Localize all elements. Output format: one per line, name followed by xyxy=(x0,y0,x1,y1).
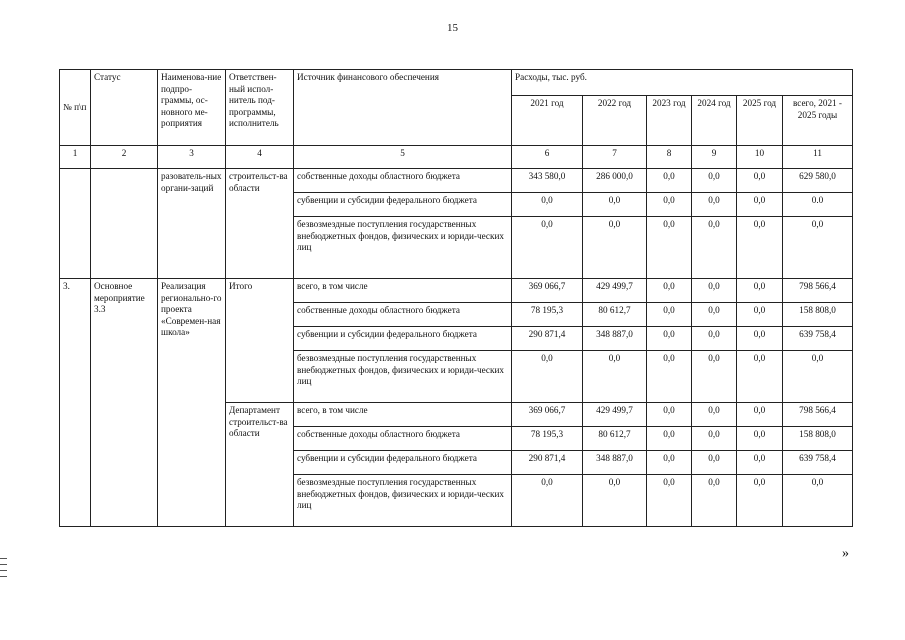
value-cell: 0,0 xyxy=(737,427,783,451)
value-cell: 0,0 xyxy=(647,193,692,217)
value-cell: 429 499,7 xyxy=(583,403,647,427)
column-index: 10 xyxy=(737,146,783,169)
value-cell: 0.0 xyxy=(783,193,853,217)
value-cell: 290 871,4 xyxy=(512,451,583,475)
value-cell: 0,0 xyxy=(783,217,853,279)
value-cell: 80 612,7 xyxy=(583,427,647,451)
source-cell: собственные доходы областного бюджета xyxy=(294,303,512,327)
column-index: 9 xyxy=(692,146,737,169)
value-cell: 639 758,4 xyxy=(783,327,853,351)
value-cell: 0,0 xyxy=(737,475,783,527)
value-cell: 0,0 xyxy=(647,351,692,403)
column-index: 4 xyxy=(226,146,294,169)
value-cell: 0,0 xyxy=(737,327,783,351)
value-cell: 0,0 xyxy=(737,403,783,427)
header-name: Наименова-ние подпро-граммы, ос-новного ме-роприятия xyxy=(158,70,226,146)
num-cell xyxy=(60,169,91,279)
value-cell: 0,0 xyxy=(692,217,737,279)
source-cell: субвенции и субсидии федерального бюджета xyxy=(294,451,512,475)
header-2022: 2022 год xyxy=(583,96,647,146)
column-index: 11 xyxy=(783,146,853,169)
value-cell: 0,0 xyxy=(692,475,737,527)
status-cell xyxy=(91,169,158,279)
value-cell: 0,0 xyxy=(512,351,583,403)
value-cell: 0,0 xyxy=(583,193,647,217)
value-cell: 0,0 xyxy=(692,193,737,217)
value-cell: 348 887,0 xyxy=(583,451,647,475)
value-cell: 0,0 xyxy=(692,403,737,427)
value-cell: 0,0 xyxy=(583,217,647,279)
source-cell: собственные доходы областного бюджета xyxy=(294,427,512,451)
value-cell: 0,0 xyxy=(737,351,783,403)
value-cell: 0,0 xyxy=(647,427,692,451)
value-cell: 0,0 xyxy=(583,475,647,527)
header-source: Источник финансового обеспечения xyxy=(294,70,512,146)
value-cell: 343 580,0 xyxy=(512,169,583,193)
column-index-row xyxy=(60,146,853,169)
header-2023: 2023 год xyxy=(647,96,692,146)
financing-table xyxy=(59,69,853,527)
header-status: Статус xyxy=(91,70,158,146)
value-cell: 0,0 xyxy=(512,475,583,527)
value-cell: 0,0 xyxy=(783,475,853,527)
column-index: 3 xyxy=(158,146,226,169)
value-cell: 629 580,0 xyxy=(783,169,853,193)
value-cell: 0,0 xyxy=(647,279,692,303)
source-cell: субвенции и субсидии федерального бюджета xyxy=(294,193,512,217)
value-cell: 0,0 xyxy=(692,327,737,351)
source-cell: безвозмездные поступления государственных внебюджетных фондов, физических и юриди-ческих лиц xyxy=(294,475,512,527)
value-cell: 158 808,0 xyxy=(783,303,853,327)
value-cell: 0,0 xyxy=(583,351,647,403)
value-cell: 0,0 xyxy=(692,169,737,193)
value-cell: 290 871,4 xyxy=(512,327,583,351)
value-cell: 0,0 xyxy=(647,475,692,527)
column-index: 6 xyxy=(512,146,583,169)
value-cell: 348 887,0 xyxy=(583,327,647,351)
value-cell: 0,0 xyxy=(647,327,692,351)
value-cell: 0,0 xyxy=(647,169,692,193)
header-total: всего, 2021 - 2025 годы xyxy=(783,96,853,146)
source-cell: всего, в том числе xyxy=(294,403,512,427)
value-cell: 0,0 xyxy=(783,351,853,403)
status-cell: Основное мероприятие 3.3 xyxy=(91,279,158,527)
value-cell: 0,0 xyxy=(692,303,737,327)
header-responsible: Ответствен-ный испол-нитель под-программы, исполнитель xyxy=(226,70,294,146)
source-cell: безвозмездные поступления государственных внебюджетных фондов, физических и юриди-ческих лиц xyxy=(294,217,512,279)
header-expenses: Расходы, тыс. руб. xyxy=(512,70,853,96)
num-cell: 3. xyxy=(60,279,91,527)
column-index: 7 xyxy=(583,146,647,169)
header-2021: 2021 год xyxy=(512,96,583,146)
responsible-cell: Департамент строительст-ва области xyxy=(226,403,294,527)
value-cell: 0,0 xyxy=(512,193,583,217)
value-cell: 798 566,4 xyxy=(783,279,853,303)
value-cell: 0,0 xyxy=(737,169,783,193)
name-cell: Реализация регионально-го проекта «Современ-ная школа» xyxy=(158,279,226,527)
header-2024: 2024 год xyxy=(692,96,737,146)
value-cell: 369 066,7 xyxy=(512,403,583,427)
column-index: 5 xyxy=(294,146,512,169)
table-row xyxy=(60,169,853,193)
value-cell: 80 612,7 xyxy=(583,303,647,327)
value-cell: 0,0 xyxy=(692,279,737,303)
value-cell: 78 195,3 xyxy=(512,427,583,451)
value-cell: 78 195,3 xyxy=(512,303,583,327)
header-2025: 2025 год xyxy=(737,96,783,146)
value-cell: 0,0 xyxy=(737,303,783,327)
value-cell: 639 758,4 xyxy=(783,451,853,475)
value-cell: 0,0 xyxy=(692,451,737,475)
column-index: 1 xyxy=(60,146,91,169)
column-index: 8 xyxy=(647,146,692,169)
value-cell: 429 499,7 xyxy=(583,279,647,303)
value-cell: 0,0 xyxy=(647,451,692,475)
source-cell: безвозмездные поступления государственных внебюджетных фондов, физических и юриди-ческих лиц xyxy=(294,351,512,403)
value-cell: 0,0 xyxy=(647,217,692,279)
value-cell: 0,0 xyxy=(737,451,783,475)
value-cell: 0,0 xyxy=(647,403,692,427)
value-cell: 798 566,4 xyxy=(783,403,853,427)
value-cell: 158 808,0 xyxy=(783,427,853,451)
name-cell: разователь-ных органи-заций xyxy=(158,169,226,279)
column-index: 2 xyxy=(91,146,158,169)
responsible-cell: Итого xyxy=(226,279,294,403)
value-cell: 0,0 xyxy=(737,217,783,279)
value-cell: 0,0 xyxy=(512,217,583,279)
table-row xyxy=(60,279,853,303)
value-cell: 0,0 xyxy=(737,279,783,303)
source-cell: всего, в том числе xyxy=(294,279,512,303)
value-cell: 0,0 xyxy=(692,351,737,403)
value-cell: 0,0 xyxy=(692,427,737,451)
source-cell: собственные доходы областного бюджета xyxy=(294,169,512,193)
responsible-cell: строительст-ва области xyxy=(226,169,294,279)
value-cell: 369 066,7 xyxy=(512,279,583,303)
value-cell: 0,0 xyxy=(647,303,692,327)
margin-marks xyxy=(0,558,8,582)
value-cell: 286 000,0 xyxy=(583,169,647,193)
closing-quote: » xyxy=(842,546,849,561)
value-cell: 0,0 xyxy=(737,193,783,217)
source-cell: субвенции и субсидии федерального бюджета xyxy=(294,327,512,351)
header-num: № п\п xyxy=(60,70,91,146)
page-number: 15 xyxy=(447,22,458,34)
